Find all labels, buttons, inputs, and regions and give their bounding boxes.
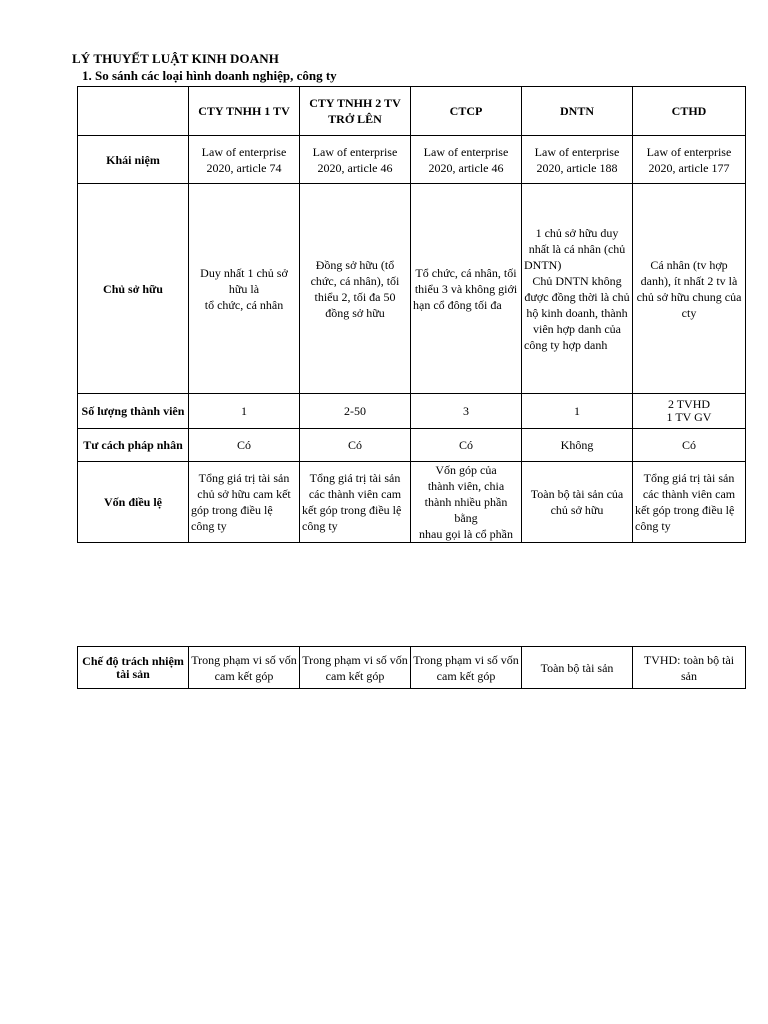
table-cell: Tổng giá trị tài sản các thành viên cam kết góp trong điều lệ công ty <box>633 462 746 543</box>
table-header-row <box>78 87 746 136</box>
table-cell: 3 <box>411 394 522 429</box>
row-header: Khái niệm <box>78 136 189 184</box>
document-subtitle: 1. So sánh các loại hình doanh nghiệp, công ty <box>82 68 337 83</box>
table-cell: Toàn bộ tài sản của chủ sở hữu <box>522 462 633 543</box>
table-cell: 2 TVHD 1 TV GV <box>633 394 746 429</box>
row-header: Số lượng thành viên <box>78 394 189 429</box>
table-cell: Có <box>633 429 746 462</box>
row-header: Vốn điều lệ <box>78 462 189 543</box>
table-cell: Trong phạm vi số vốn cam kết góp <box>411 647 522 689</box>
table-cell: Có <box>300 429 411 462</box>
table-row <box>78 394 746 429</box>
table-cell: Trong phạm vi số vốn cam kết góp <box>189 647 300 689</box>
table-cell: Đồng sở hữu (tổ chức, cá nhân), tối thiểu 2, tối đa 50 đồng sở hữu <box>300 184 411 394</box>
table-row <box>78 429 746 462</box>
table-cell: Cá nhân (tv hợp danh), ít nhất 2 tv là chủ sở hữu chung của cty <box>633 184 746 394</box>
column-header: CTCP <box>411 87 522 136</box>
table-cell: Không <box>522 429 633 462</box>
document-title: LÝ THUYẾT LUẬT KINH DOANH <box>72 51 279 66</box>
corner-cell <box>78 87 189 136</box>
table-row <box>78 462 746 543</box>
table-cell: Toàn bộ tài sản <box>522 647 633 689</box>
table-cell: 2-50 <box>300 394 411 429</box>
table-row <box>78 647 746 689</box>
table-cell: Vốn góp của thành viên, chia thành nhiều phần bằng nhau gọi là cổ phần <box>411 462 522 543</box>
table-cell: Law of enterprise 2020, article 74 <box>189 136 300 184</box>
table-cell: Law of enterprise 2020, article 46 <box>411 136 522 184</box>
table-cell: Trong phạm vi số vốn cam kết góp <box>300 647 411 689</box>
table-cell: 1 <box>189 394 300 429</box>
column-header: CTHD <box>633 87 746 136</box>
table-cell: Tổng giá trị tài sản các thành viên cam kết góp trong điều lệ công ty <box>300 462 411 543</box>
table-cell: Tổ chức, cá nhân, tối thiểu 3 và không giới hạn cổ đông tối đa <box>411 184 522 394</box>
table-cell: TVHD: toàn bộ tài sản <box>633 647 746 689</box>
column-header: CTY TNHH 2 TV TRỞ LÊN <box>300 87 411 136</box>
table-row <box>78 184 746 394</box>
table-cell: 1 <box>522 394 633 429</box>
table-cell: Duy nhất 1 chủ sở hữu là tổ chức, cá nhân <box>189 184 300 394</box>
table-row <box>78 136 746 184</box>
row-header: Chủ sở hữu <box>78 184 189 394</box>
table-cell: Law of enterprise 2020, article 177 <box>633 136 746 184</box>
table-cell: Có <box>189 429 300 462</box>
table-cell: Có <box>411 429 522 462</box>
table-cell: Law of enterprise 2020, article 188 <box>522 136 633 184</box>
column-header: DNTN <box>522 87 633 136</box>
table-cell: 1 chủ sở hữu duy nhất là cá nhân (chủ DNTN) Chủ DNTN không được đồng thời là chủ hộ kinh doanh, thành viên hợp danh của công ty hợp danh <box>522 184 633 394</box>
comparison-table <box>77 86 746 543</box>
column-header: CTY TNHH 1 TV <box>189 87 300 136</box>
table-cell: Law of enterprise 2020, article 46 <box>300 136 411 184</box>
table-cell: Tổng giá trị tài sản chủ sở hữu cam kết góp trong điều lệ công ty <box>189 462 300 543</box>
row-header: Chế độ trách nhiệm tài sản <box>78 647 189 689</box>
liability-table <box>77 646 746 689</box>
row-header: Tư cách pháp nhân <box>78 429 189 462</box>
